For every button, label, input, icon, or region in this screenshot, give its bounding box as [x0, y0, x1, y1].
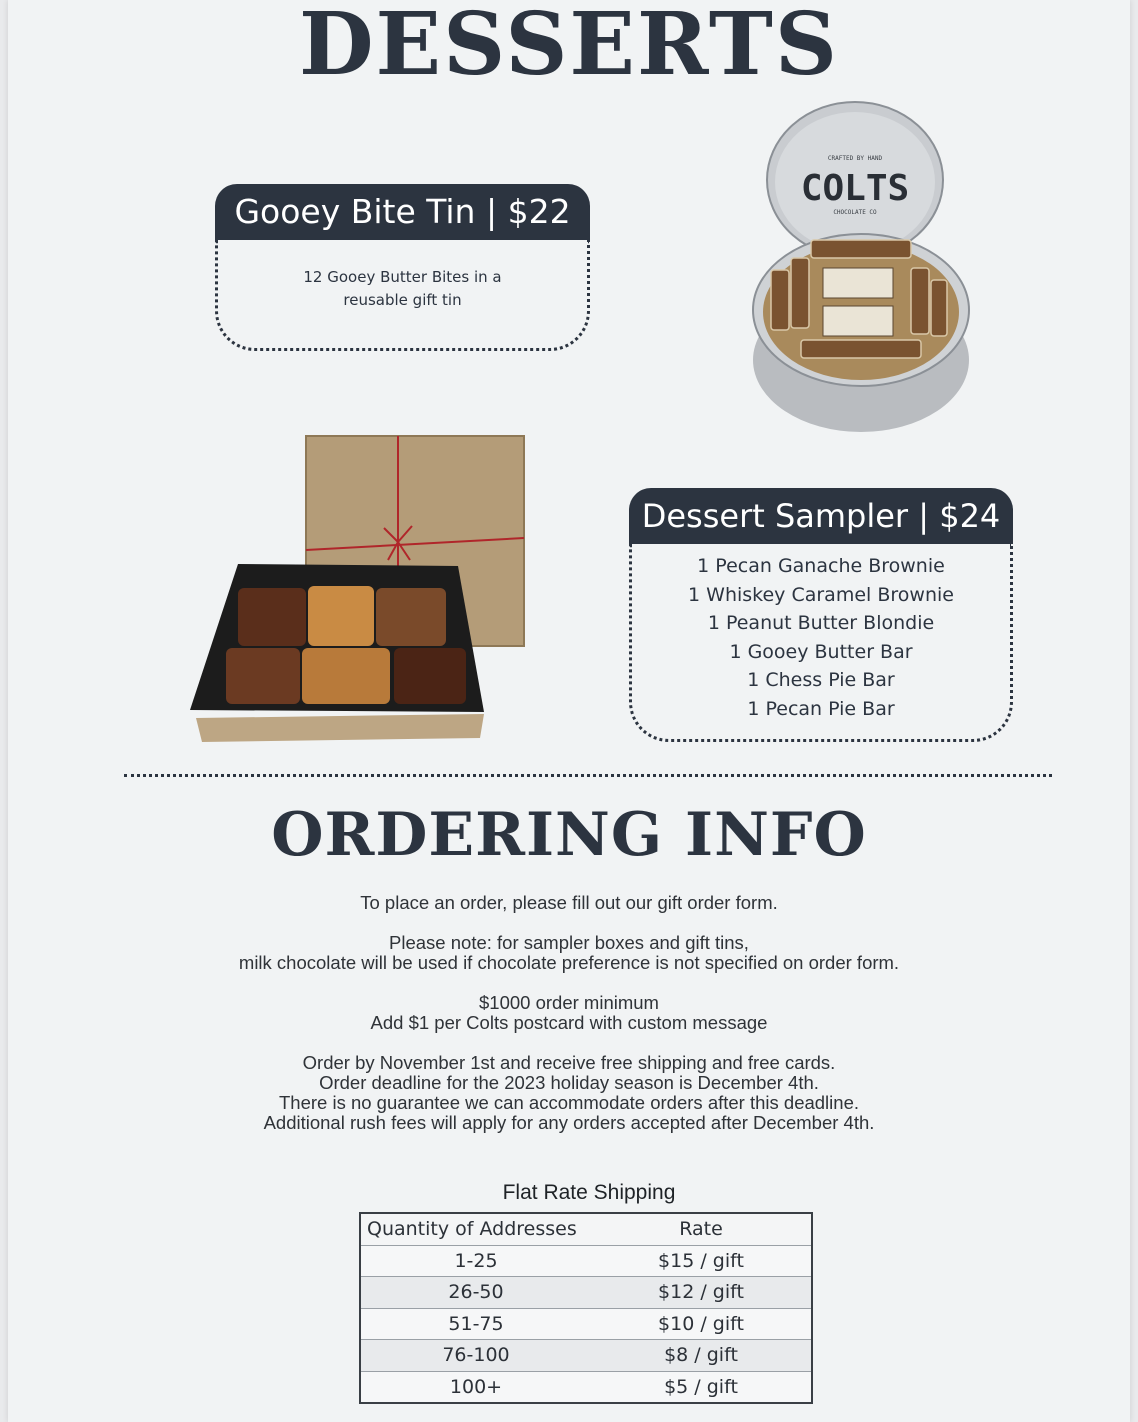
minimum-line: Add $1 per Colts postcard with custom message: [370, 1012, 768, 1033]
shipping-table-title: Flat Rate Shipping: [502, 1181, 676, 1204]
deadline-line: There is no guarantee we can accommodate orders after this deadline.: [279, 1092, 859, 1113]
list-item: 1 Chess Pie Bar: [747, 669, 895, 691]
gooey-bite-tin-description: [215, 240, 590, 351]
order-minimum: [8, 993, 1130, 1033]
table-row: [360, 1308, 812, 1340]
rate-cell: $12 / gift: [591, 1277, 812, 1309]
deadline-line: Order deadline for the 2023 holiday season is December 4th.: [319, 1072, 819, 1093]
table-row: [360, 1245, 812, 1277]
quantity-cell: 26-50: [360, 1277, 591, 1309]
note-line: milk chocolate will be used if chocolate preference is not specified on order form.: [238, 952, 900, 973]
quantity-cell: 51-75: [360, 1308, 591, 1340]
gooey-bite-tin-title: Gooey Bite Tin | $22: [215, 184, 590, 240]
dessert-sampler-card: [629, 488, 1013, 742]
dessert-sampler-title: Dessert Sampler | $24: [629, 488, 1013, 544]
rate-cell: $15 / gift: [591, 1245, 812, 1277]
column-header-quantity: Quantity of Addresses: [360, 1213, 591, 1245]
note-line: Please note: for sampler boxes and gift tins,: [389, 932, 749, 953]
ordering-info-heading: ORDERING INFO: [271, 800, 867, 870]
table-row: [360, 1340, 812, 1372]
deadline-line: Order by November 1st and receive free shipping and free cards.: [302, 1052, 836, 1073]
rate-cell: $8 / gift: [591, 1340, 812, 1372]
quantity-cell: 76-100: [360, 1340, 591, 1372]
table-header-row: [360, 1213, 812, 1245]
description-line: 12 Gooey Butter Bites in a: [303, 268, 502, 286]
column-header-rate: Rate: [591, 1213, 812, 1245]
description-line: reusable gift tin: [343, 291, 462, 309]
gooey-bite-tin-photo: [741, 100, 973, 440]
minimum-line: $1000 order minimum: [479, 992, 659, 1013]
desserts-heading: DESSERTS: [298, 0, 840, 95]
list-item: 1 Pecan Pie Bar: [747, 697, 895, 720]
tin-lid-bottom-text: CHOCOLATE CO: [833, 209, 877, 216]
list-item: 1 Whiskey Caramel Brownie: [688, 583, 954, 606]
tin-lid-top-text: CRAFTED BY HAND: [827, 155, 883, 162]
chocolate-note: [8, 933, 1130, 973]
shipping-rate-table: [359, 1212, 813, 1404]
rate-cell: $10 / gift: [591, 1308, 812, 1340]
list-item: 1 Pecan Ganache Brownie: [697, 555, 945, 577]
section-divider: [124, 774, 1052, 777]
list-item: 1 Gooey Butter Bar: [729, 640, 913, 663]
deadline-line: Additional rush fees will apply for any orders accepted after December 4th.: [263, 1112, 875, 1133]
list-item: 1 Peanut Butter Blondie: [707, 612, 935, 634]
table-row: [360, 1277, 812, 1309]
quantity-cell: 100+: [360, 1371, 591, 1403]
flyer-page: [8, 0, 1130, 1422]
order-deadlines: [8, 1053, 1130, 1133]
quantity-cell: 1-25: [360, 1245, 591, 1277]
gooey-bite-tin-card: [215, 184, 590, 351]
dessert-sampler-photo: [180, 430, 540, 748]
order-instructions: To place an order, please fill out our gift order form.: [360, 892, 778, 913]
table-row: [360, 1371, 812, 1403]
dessert-sampler-items: [629, 544, 1013, 742]
tin-lid-brand: COLTS: [800, 168, 910, 209]
rate-cell: $5 / gift: [591, 1371, 812, 1403]
